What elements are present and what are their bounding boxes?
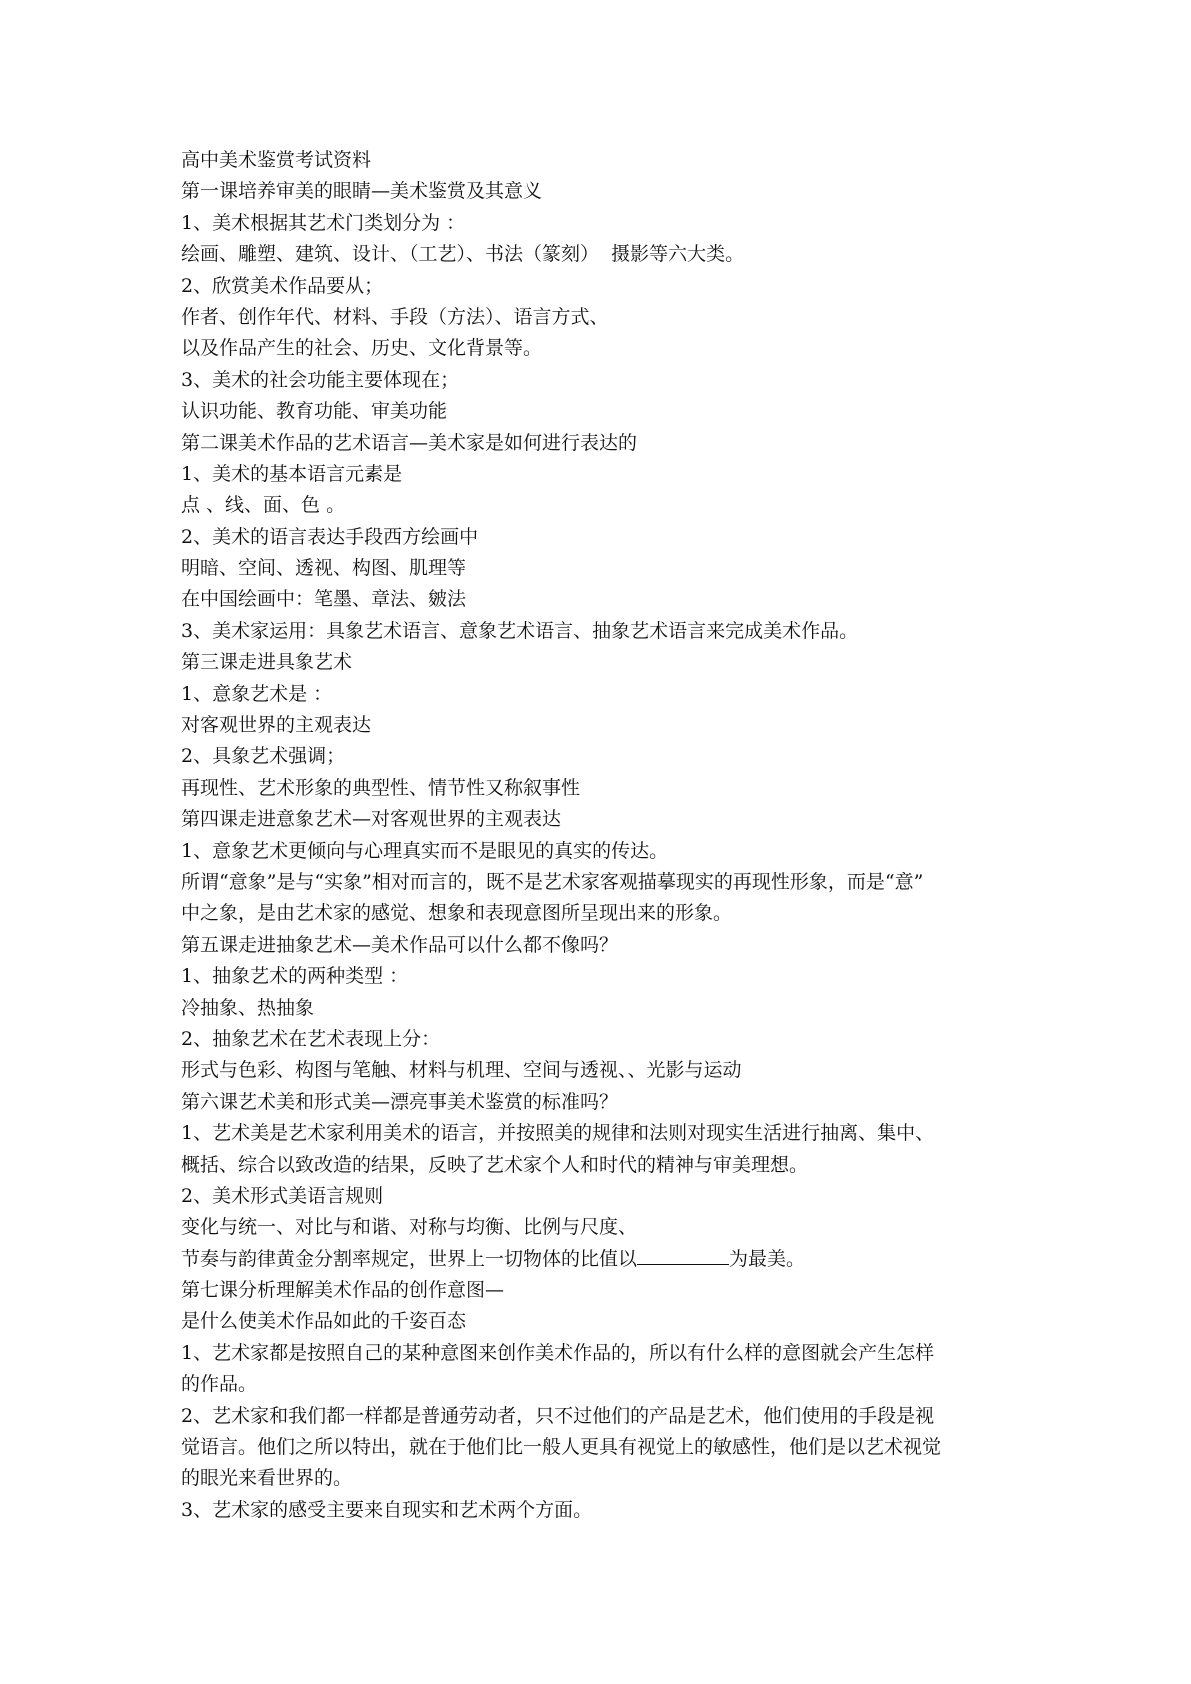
lesson-heading: 第二课美术作品的艺术语言—美术家是如何进行表达的 <box>181 431 638 454</box>
text-line: 以及作品产生的社会、历史、文化背景等。 <box>181 337 543 360</box>
text-line: 冷抽象、热抽象 <box>181 996 315 1019</box>
lesson-heading: 第四课走进意象艺术—对客观世界的主观表达 <box>181 808 562 831</box>
text-line: 1、抽象艺术的两种类型 ： <box>181 965 409 988</box>
text-line: 绘画、雕塑、建筑、设计、（工艺）、书法（篆刻） 摄影等六大类。 <box>181 243 745 266</box>
text-line: 明暗、空间、透视、构图、肌理等 <box>181 557 467 580</box>
text-line: 2、美术形式美语言规则 <box>181 1184 384 1207</box>
lesson-heading: 第一课培养审美的眼睛—美术鉴赏及其意义 <box>181 180 543 203</box>
text-line: 3、艺术家的感受主要来自现实和艺术两个方面。 <box>181 1498 593 1521</box>
text-line: 认识功能、教育功能、审美功能 <box>181 400 448 423</box>
text-line: 1、意象艺术是 ： <box>181 682 333 705</box>
text-line: 2、抽象艺术在艺术表现上分： <box>181 1027 441 1050</box>
text-line: 在中国绘画中：笔墨、章法、皴法 <box>181 588 467 611</box>
document-body <box>181 145 1031 1526</box>
blank-prefix-text: 节奏与韵律黄金分割率规定，世界上一切物体的比值以 <box>181 1247 638 1270</box>
text-line: 概括、综合以致改造的结果，反映了艺术家个人和时代的精神与审美理想。 <box>181 1153 809 1176</box>
lesson-heading: 第五课走进抽象艺术—美术作品可以什么都不像吗？ <box>181 933 619 956</box>
text-line: 的眼光来看世界的。 <box>181 1467 353 1490</box>
text-line: 1、美术根据其艺术门类划分为 ： <box>181 211 466 234</box>
text-line: 3、美术的社会功能主要体现在； <box>181 368 460 391</box>
text-line: 2、艺术家和我们都一样都是普通劳动者，只不过他们的产品是艺术，他们使用的手段是视 <box>181 1404 935 1427</box>
lesson-heading: 第六课艺术美和形式美—漂亮事美术鉴赏的标准吗？ <box>181 1090 619 1113</box>
text-line: 觉语言。他们之所以特出，就在于他们比一般人更具有视觉上的敏感性，他们是以艺术视觉 <box>181 1436 942 1459</box>
text-line: 所谓“意象”是与“实象”相对而言的，既不是艺术家客观描摹现实的再现性形象，而是“意” <box>181 870 924 893</box>
text-line: 2、具象艺术强调； <box>181 745 346 768</box>
text-line: 对客观世界的主观表达 <box>181 714 372 737</box>
lesson-heading: 第三课走进具象艺术 <box>181 651 353 674</box>
text-line: 3、美术家运用：具象艺术语言、意象艺术语言、抽象艺术语言来完成美术作品。 <box>181 619 859 642</box>
text-line: 2、美术的语言表达手段西方绘画中 <box>181 525 479 548</box>
text-line: 变化与统一、对比与和谐、对称与均衡、比例与尺度、 <box>181 1216 638 1239</box>
document-title: 高中美术鉴赏考试资料 <box>181 149 372 171</box>
text-line: 1、艺术美是艺术家利用美术的语言，并按照美的规律和法则对现实生活进行抽离、集中、 <box>181 1122 935 1145</box>
fill-in-blank <box>637 1245 729 1265</box>
text-line: 1、美术的基本语言元素是 <box>181 462 403 485</box>
lesson-heading: 第七课分析理解美术作品的创作意图— <box>181 1279 505 1302</box>
text-line: 再现性、艺术形象的典型性、情节性又称叙事性 <box>181 776 581 799</box>
text-line: 的作品。 <box>181 1373 258 1396</box>
blank-suffix-text: 为最美。 <box>729 1247 806 1270</box>
fill-in-blank-line <box>181 1244 1031 1275</box>
text-line: 中之象，是由艺术家的感觉、想象和表现意图所呈现出来的形象。 <box>181 902 733 925</box>
text-line: 1、艺术家都是按照自己的某种意图来创作美术作品的，所以有什么样的意图就会产生怎样 <box>181 1341 935 1364</box>
text-line: 2、欣赏美术作品要从； <box>181 274 384 297</box>
text-line: 作者、创作年代、材料、手段（方法）、语言方式、 <box>181 305 609 328</box>
text-line: 1、意象艺术更倾向与心理真实而不是眼见的真实的传达。 <box>181 839 669 862</box>
lesson-subheading: 是什么使美术作品如此的千姿百态 <box>181 1310 467 1333</box>
text-line: 点 、线、面、色 。 <box>181 494 346 517</box>
text-line: 形式与色彩、构图与笔触、材料与机理、空间与透视、、光影与运动 <box>181 1059 742 1082</box>
